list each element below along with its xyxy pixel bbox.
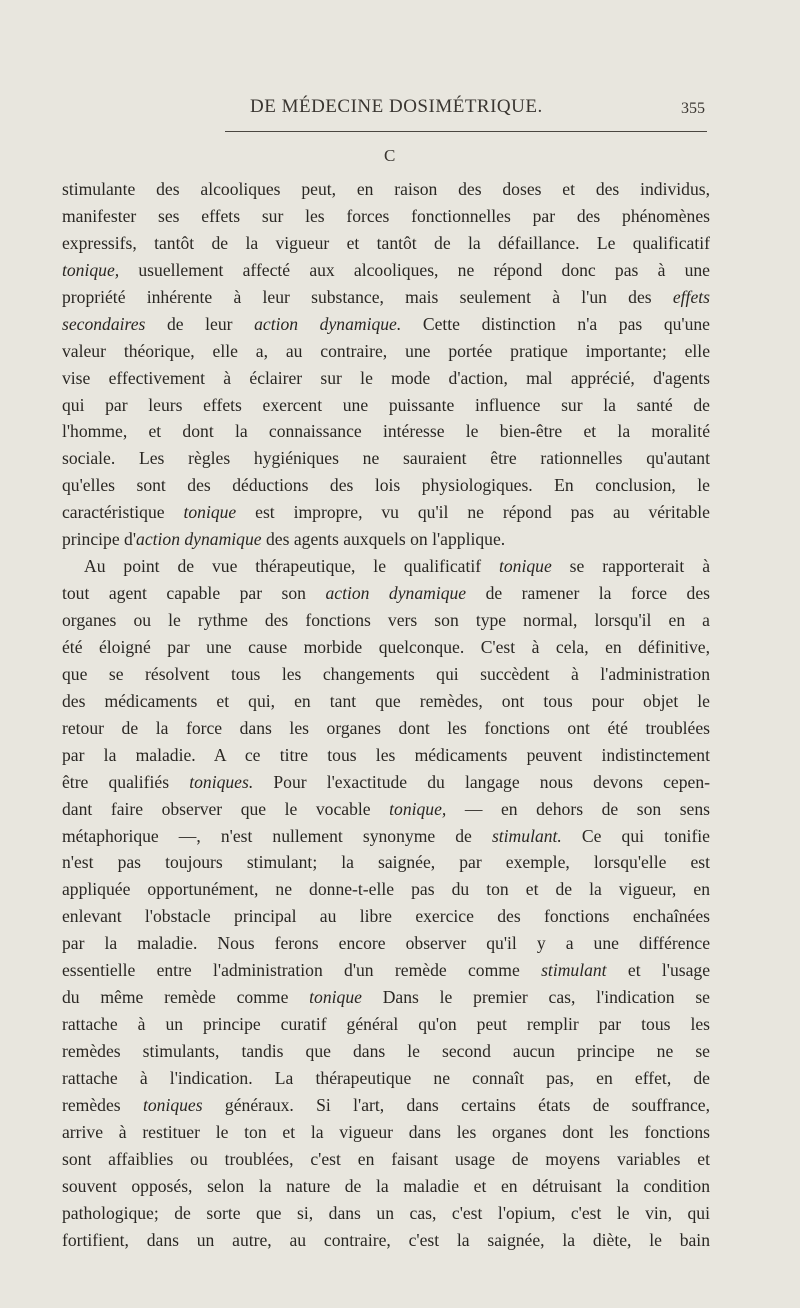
- text-line: que se résolvent tous les changements qui succèdent à l'administration: [62, 663, 710, 684]
- italic-term: tonique: [499, 556, 552, 577]
- text-line: remèdes stimulants, tandis que dans le second aucun principe ne se: [62, 1041, 710, 1061]
- text-line: l'homme, et dont la connaissance intéresse le bien-être et la moralité: [62, 421, 710, 442]
- text-line: du même remède comme tonique Dans le premier cas, l'indication se: [62, 987, 710, 1008]
- text-line: enlevant l'obstacle principal au libre exercice des fonctions enchaînées: [62, 906, 710, 927]
- text-line: n'est pas toujours stimulant; la saignée, par exemple, lorsqu'elle est: [62, 852, 710, 873]
- text-line: être qualifiés toniques. Pour l'exactitude du langage nous devons cepen-: [62, 771, 711, 792]
- text-line: principe d'action dynamique des agents auxquels on l'applique.: [62, 529, 506, 550]
- italic-term: effets: [672, 286, 710, 307]
- text-line: par la maladie. A ce titre tous les médicaments peuvent indistinctement: [62, 744, 710, 765]
- text-line: manifester ses effets sur les forces fonctionnelles par des phénomènes: [62, 205, 710, 226]
- text-line: valeur théorique, elle a, au contraire, une portée pratique importante; elle: [62, 340, 710, 361]
- italic-term: action dynamique.: [254, 313, 402, 334]
- page-number: 355: [681, 100, 705, 117]
- text-line: qui par leurs effets exercent une puissante influence sur la santé de: [62, 394, 710, 415]
- text-line: des médicaments et qui, en tant que remèdes, ont tous pour objet le: [62, 690, 710, 711]
- italic-term: toniques.: [189, 771, 254, 792]
- text-line: caractéristique tonique est impropre, vu qu'il ne répond pas au véritable: [62, 502, 710, 523]
- text-line: remèdes toniques généraux. Si l'art, dans certains états de souffrance,: [62, 1094, 711, 1115]
- text-line: tout agent capable par son action dynamique de ramener la force des: [62, 583, 711, 604]
- text-line: propriété inhérente à leur substance, mais seulement à l'un des effets: [62, 286, 710, 307]
- header-rule: [225, 131, 707, 132]
- text-line: stimulante des alcooliques peut, en raison des doses et des individus,: [62, 179, 710, 199]
- italic-term: tonique: [309, 987, 362, 1008]
- text-line: sont affaiblies ou troublées, c'est en faisant usage de moyens variables et: [62, 1148, 710, 1169]
- italic-term: secondaires: [62, 313, 146, 334]
- body-text: [62, 176, 710, 1254]
- italic-term: stimulant.: [491, 825, 562, 846]
- text-line: rattache à un principe curatif général qu'on peut remplir par tous les: [62, 1014, 710, 1035]
- text-line: organes ou le rythme des fonctions vers son type normal, lorsqu'il en a: [62, 610, 710, 630]
- text-line: vise effectivement à éclairer sur le mode d'action, mal apprécié, d'agents: [62, 367, 710, 388]
- italic-term: action dynamique: [136, 529, 262, 550]
- text-line: arrive à restituer le ton et la vigueur dans les organes dont les fonctions: [62, 1121, 710, 1142]
- signature-mark: C: [384, 146, 396, 165]
- text-line: métaphorique —, n'est nullement synonyme de stimulant. Ce qui tonifie: [62, 825, 710, 846]
- text-line: par la maladie. Nous ferons encore observer qu'il y a une différence: [62, 933, 710, 954]
- text-line: expressifs, tantôt de la vigueur et tantôt de la défaillance. Le qualificatif: [62, 232, 710, 253]
- text-line: sociale. Les règles hygiéniques ne sauraient être rationnelles qu'autant: [62, 448, 710, 469]
- text-line: fortifient, dans un autre, au contraire, c'est la saignée, la diète, le bain: [62, 1229, 710, 1250]
- text-line: secondaires de leur action dynamique. Cette distinction n'a pas qu'une: [62, 313, 710, 334]
- italic-term: tonique,: [62, 259, 120, 280]
- page-header: [215, 96, 705, 122]
- italic-term: toniques: [142, 1094, 203, 1115]
- italic-term: tonique: [183, 502, 237, 523]
- text-line: rattache à l'indication. La thérapeutique ne connaît pas, en effet, de: [62, 1067, 710, 1088]
- text-line: tonique, usuellement affecté aux alcooliques, ne répond donc pas à une: [62, 259, 710, 280]
- italic-term: stimulant: [541, 960, 607, 981]
- text-line: appliquée opportunément, ne donne-t-elle pas du ton et de la vigueur, en: [62, 879, 710, 900]
- text-line: dant faire observer que le vocable tonique, — en dehors de son sens: [62, 798, 710, 819]
- text-line: pathologique; de sorte que si, dans un cas, c'est l'opium, c'est le vin, qui: [62, 1202, 710, 1223]
- italic-term: action dynamique: [325, 583, 467, 604]
- text-line: été éloigné par une cause morbide quelconque. C'est à cela, en définitive,: [62, 636, 710, 657]
- text-line: Au point de vue thérapeutique, le qualificatif tonique se rapporterait à: [84, 556, 710, 577]
- running-head: DE MÉDECINE DOSIMÉTRIQUE.: [250, 96, 543, 117]
- text-line: essentielle entre l'administration d'un remède comme stimulant et l'usage: [62, 960, 710, 981]
- text-line: qu'elles sont des déductions des lois physiologiques. En conclusion, le: [62, 475, 710, 496]
- text-line: retour de la force dans les organes dont les fonctions ont été troublées: [62, 717, 710, 738]
- italic-term: tonique,: [389, 798, 447, 819]
- text-line: souvent opposés, selon la nature de la maladie et en détruisant la condition: [62, 1175, 710, 1196]
